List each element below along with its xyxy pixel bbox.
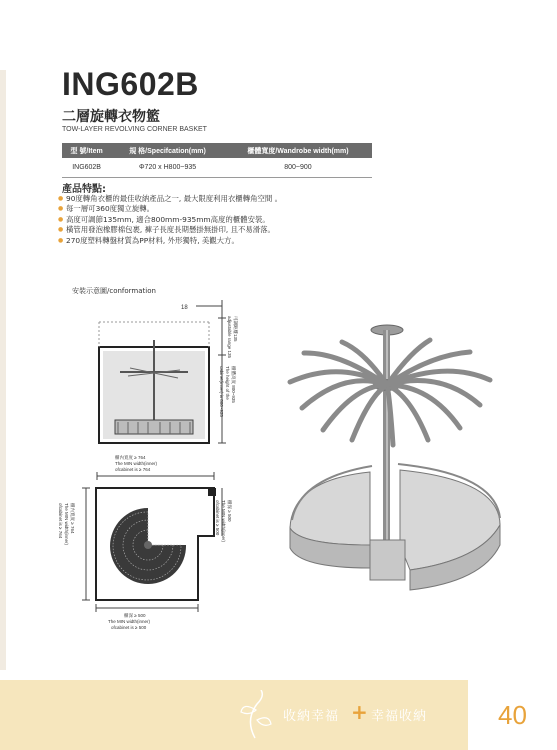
bottom-note-line: ofcabinet is ≥ 500	[111, 625, 147, 630]
feature-item: ● 橫管用發泡橡膠棉包裹, 褲子長度長期懸掛無掛印, 且不易滑落。	[58, 225, 282, 235]
bottom-note-line: The MIN width(inner)	[108, 619, 151, 624]
feature-item: ● 高度可調節135mm, 適合800mm-935mm高度的櫃體安裝。	[58, 215, 282, 225]
leaf-ornament-icon	[235, 690, 275, 740]
spec-cell-spec: Φ720 x H800~935	[111, 158, 224, 178]
conformation-label: 安裝示意圖/conformation	[72, 287, 156, 295]
footer-slogan-1: 收納幸福	[283, 709, 340, 724]
model-number: ING602B	[62, 66, 199, 102]
width-note-line: ofcabinet is ≥ 764	[115, 467, 151, 472]
spec-cell-item: ING602B	[62, 158, 111, 178]
features-list	[58, 194, 282, 246]
left-note	[58, 503, 76, 546]
height-note-line: cabinet(inner) is 800~935	[219, 366, 224, 417]
width-note-line: 櫃內寬度 ≥ 764	[115, 455, 146, 460]
width-note-line: The MIN width(inner)	[115, 461, 158, 466]
plus-icon: +	[351, 700, 368, 724]
feature-item: ● 270度塑料轉盤材質為PP材料, 外形獨特, 美觀大方。	[58, 236, 282, 246]
spec-header-spec: 規 格/Specifcation(mm)	[111, 143, 224, 158]
footer-slogan-2: 幸福收納	[371, 709, 428, 724]
dim-18-label: 18	[181, 305, 188, 311]
feature-item: ● 每一層可360度獨立旋轉。	[58, 204, 282, 214]
bottom-note-line: 櫃深 ≥ 500	[124, 613, 146, 618]
adjustable-note-line: 可調距離135	[233, 316, 238, 342]
elevation-view	[99, 300, 226, 443]
installation-diagram	[0, 290, 557, 680]
product-title-en: TOW-LAYER REVOLVING CORNER BASKET	[62, 126, 207, 133]
spec-cell-width: 800~900	[224, 158, 372, 178]
product-title-cn: 二層旋轉衣物籃	[62, 109, 160, 125]
right-note-line: 櫃深 ≥ 500	[227, 500, 232, 522]
spec-header-width: 櫃體寬度/Wandrobe width(mm)	[224, 143, 372, 158]
adjustable-note-line: adjustable range 135	[227, 316, 232, 359]
left-note-line: The MIN width(inner)	[64, 503, 69, 546]
height-note	[219, 366, 237, 417]
height-note-line: The height of the	[225, 366, 230, 400]
spec-data-row	[62, 158, 372, 178]
spec-header-row	[62, 143, 372, 158]
left-note-line: ofcabinet is ≥ 764	[58, 503, 63, 539]
spec-table	[62, 143, 372, 178]
right-note	[215, 500, 233, 543]
product-rendering	[290, 325, 500, 590]
plan-view	[82, 454, 222, 612]
adjustable-note	[227, 316, 239, 359]
feature-item: ● 90度轉角衣櫃的最佳收納產品之一, 最大限度利用衣櫃轉角空間 。	[58, 194, 282, 204]
page-number: 40	[498, 699, 527, 730]
features-title: 產品特點:	[62, 184, 106, 195]
height-note-line: 櫃體高度 800~935	[231, 366, 236, 403]
right-note-line: The MIN width(inner)	[221, 500, 226, 543]
spec-header-item: 型 號/Item	[62, 143, 111, 158]
left-note-line: 櫃內寬度 ≥ 764	[70, 503, 75, 534]
right-note-line: ofcabinet is ≥ 500	[215, 500, 220, 536]
